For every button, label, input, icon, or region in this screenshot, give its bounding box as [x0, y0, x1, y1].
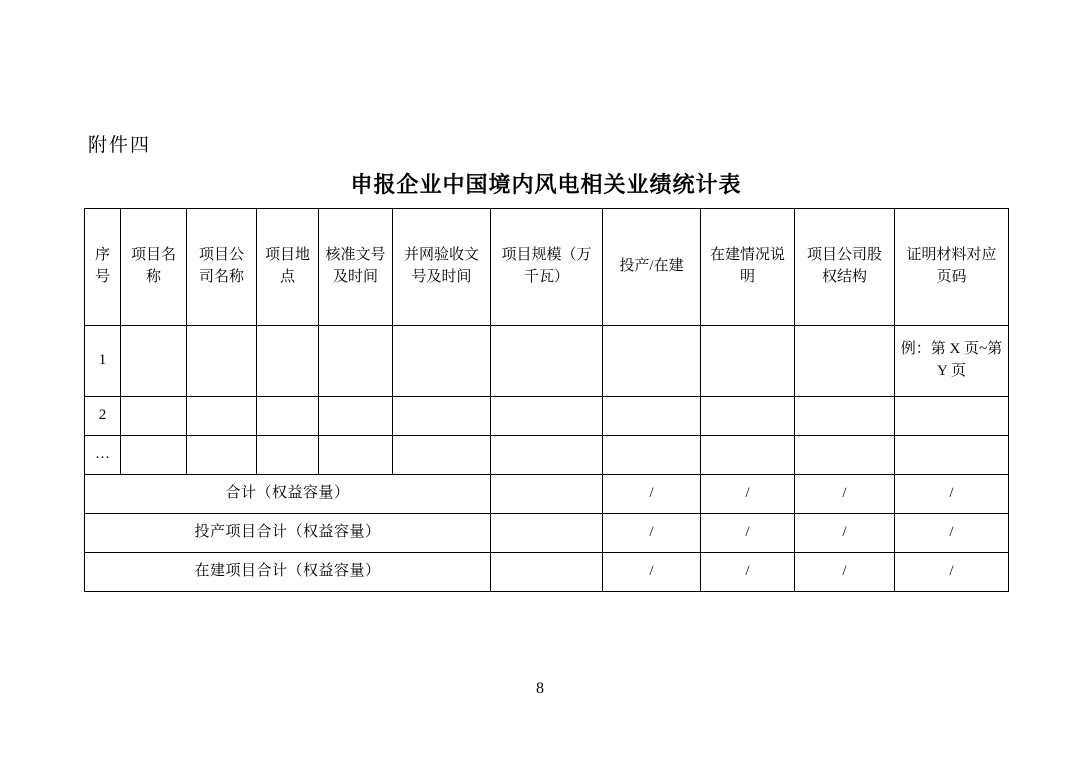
column-header-page-ref: 证明材料对应页码	[895, 209, 1009, 326]
cell-approval-doc[interactable]	[319, 326, 393, 397]
page-number: 8	[536, 680, 544, 697]
table-summary-row	[85, 514, 1009, 553]
page-title: 申报企业中国境内风电相关业绩统计表	[350, 172, 742, 197]
cell-grid-doc[interactable]	[393, 397, 491, 436]
summary-label-total: 合计（权益容量）	[85, 475, 491, 514]
cell-approval-doc[interactable]	[319, 436, 393, 475]
table-row	[85, 436, 1009, 475]
summary-equity-structure: /	[795, 475, 895, 514]
cell-index: 2	[85, 397, 121, 436]
summary-page-ref: /	[895, 475, 1009, 514]
summary-label-under-construction: 在建项目合计（权益容量）	[85, 553, 491, 592]
summary-status: /	[603, 553, 701, 592]
cell-page-ref[interactable]	[895, 397, 1009, 436]
summary-construction-note: /	[701, 514, 795, 553]
summary-page-ref: /	[895, 514, 1009, 553]
summary-status: /	[603, 514, 701, 553]
summary-label-operational: 投产项目合计（权益容量）	[85, 514, 491, 553]
cell-project-name[interactable]	[121, 326, 187, 397]
cell-scale[interactable]	[491, 397, 603, 436]
column-header-approval-doc: 核准文号及时间	[319, 209, 393, 326]
cell-project-name[interactable]	[121, 397, 187, 436]
summary-equity-structure: /	[795, 553, 895, 592]
cell-approval-doc[interactable]	[319, 397, 393, 436]
summary-construction-note: /	[701, 475, 795, 514]
cell-page-ref[interactable]	[895, 436, 1009, 475]
cell-grid-doc[interactable]	[393, 436, 491, 475]
cell-status[interactable]	[603, 326, 701, 397]
attachment-label: 附件四	[88, 135, 152, 156]
cell-page-ref[interactable]: 例：第 X 页~第 Y 页	[895, 326, 1009, 397]
summary-equity-structure: /	[795, 514, 895, 553]
cell-grid-doc[interactable]	[393, 326, 491, 397]
cell-scale[interactable]	[491, 436, 603, 475]
cell-company-name[interactable]	[187, 326, 257, 397]
cell-index: …	[85, 436, 121, 475]
cell-company-name[interactable]	[187, 436, 257, 475]
cell-construction-note[interactable]	[701, 397, 795, 436]
cell-project-name[interactable]	[121, 436, 187, 475]
column-header-construction-note: 在建情况说明	[701, 209, 795, 326]
table-summary-row	[85, 553, 1009, 592]
summary-scale[interactable]	[491, 553, 603, 592]
column-header-equity-structure: 项目公司股权结构	[795, 209, 895, 326]
cell-equity-structure[interactable]	[795, 326, 895, 397]
column-header-scale: 项目规模（万千瓦）	[491, 209, 603, 326]
summary-scale[interactable]	[491, 475, 603, 514]
summary-status: /	[603, 475, 701, 514]
cell-equity-structure[interactable]	[795, 436, 895, 475]
column-header-index: 序号	[85, 209, 121, 326]
summary-scale[interactable]	[491, 514, 603, 553]
cell-status[interactable]	[603, 397, 701, 436]
summary-page-ref: /	[895, 553, 1009, 592]
cell-equity-structure[interactable]	[795, 397, 895, 436]
cell-construction-note[interactable]	[701, 436, 795, 475]
column-header-location: 项目地点	[257, 209, 319, 326]
cell-location[interactable]	[257, 326, 319, 397]
column-header-project-name: 项目名称	[121, 209, 187, 326]
column-header-company-name: 项目公司名称	[187, 209, 257, 326]
cell-location[interactable]	[257, 436, 319, 475]
summary-construction-note: /	[701, 553, 795, 592]
table-summary-row	[85, 475, 1009, 514]
cell-scale[interactable]	[491, 326, 603, 397]
cell-company-name[interactable]	[187, 397, 257, 436]
cell-location[interactable]	[257, 397, 319, 436]
cell-construction-note[interactable]	[701, 326, 795, 397]
cell-index: 1	[85, 326, 121, 397]
wind-power-performance-table	[84, 208, 1009, 592]
table-row	[85, 397, 1009, 436]
table-row	[85, 326, 1009, 397]
cell-status[interactable]	[603, 436, 701, 475]
table-header-row	[85, 209, 1009, 326]
column-header-grid-doc: 并网验收文号及时间	[393, 209, 491, 326]
column-header-status: 投产/在建	[603, 209, 701, 326]
